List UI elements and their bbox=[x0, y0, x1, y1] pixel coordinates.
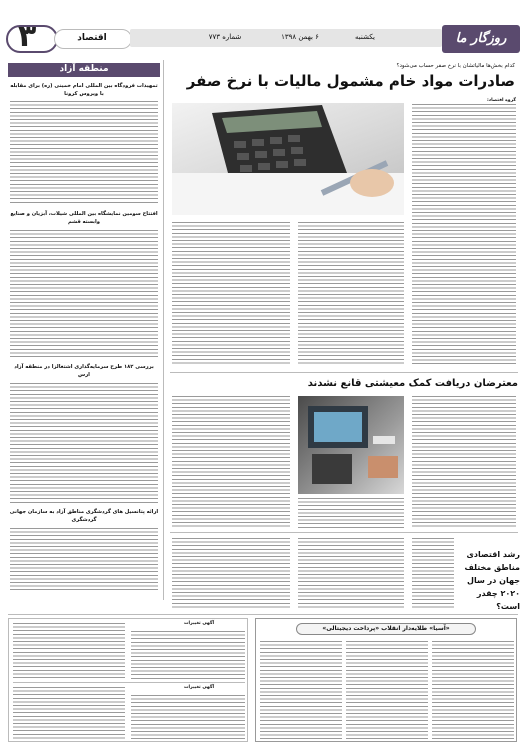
main-col-mid bbox=[298, 222, 404, 366]
middle-col-right bbox=[412, 396, 516, 528]
middle-headline: معترضان دریافت کمک معیشتی قانع نشدند bbox=[307, 378, 518, 389]
digital-payment-box bbox=[255, 618, 517, 742]
issue-number: شماره ۷۷۳ bbox=[208, 33, 242, 41]
sidebar-item-4-body bbox=[10, 528, 158, 590]
main-headline: صادرات مواد خام مشمول مالیات با نرخ صفر bbox=[186, 72, 515, 90]
atm-photo bbox=[298, 396, 404, 494]
page-number: ۳ bbox=[18, 19, 37, 54]
logo-text: روزگار ما bbox=[455, 31, 507, 46]
main-col-left bbox=[172, 222, 290, 366]
sidebar-item-3-body bbox=[10, 383, 158, 503]
sidebar-item-1-title: تمهیدات فرودگاه بین المللی امام خمینی (ره) برای مقابله با ویروس کرونا bbox=[10, 83, 158, 97]
ad-label-1: آگهی تغییرات bbox=[183, 621, 215, 626]
box-col-3 bbox=[432, 641, 514, 739]
main-kicker: کدام بخش‌ها مالیاتشان با نرخ صفر حساب می‌شود؟ bbox=[396, 63, 515, 69]
sidebar-item-1-body bbox=[10, 101, 158, 205]
ad-divider bbox=[13, 682, 245, 683]
sidebar-item-2-title: افتتاح سومین نمایشگاه بین المللی شیلات، آبزیان و صنایع وابسته قشم bbox=[10, 211, 158, 225]
ad-label-2: آگهی تغییرات bbox=[183, 685, 215, 690]
ad-body-3 bbox=[131, 695, 245, 739]
main-bottom-rule bbox=[170, 372, 518, 373]
box-col-2 bbox=[346, 641, 428, 739]
ad-body-4 bbox=[13, 687, 125, 739]
atm-illustration bbox=[298, 396, 404, 494]
main-col-right bbox=[412, 104, 516, 366]
ad-body-2 bbox=[13, 623, 125, 679]
middle-photo-caption bbox=[298, 498, 404, 528]
issue-date: ۶ بهمن ۱۳۹۸ bbox=[281, 33, 319, 41]
middle-bottom-rule bbox=[170, 532, 518, 533]
middle-col-left bbox=[172, 396, 290, 528]
box-col-1 bbox=[260, 641, 342, 739]
ad-body-1 bbox=[131, 631, 245, 679]
legal-ads-block bbox=[8, 618, 248, 742]
sidebar-divider bbox=[163, 60, 164, 600]
sidebar-title: منطقه آزاد bbox=[59, 64, 109, 74]
sidebar-item-3-title: بررسی ۱۸۲ طرح سرمایه‌گذاری اشتغالزا در منطقه آزاد ارس bbox=[14, 364, 154, 378]
calculator-photo bbox=[172, 103, 404, 215]
bottom-col-2 bbox=[298, 538, 404, 608]
main-lead-label: گروه اقتصاد: bbox=[487, 98, 516, 103]
sidebar-item-2-body bbox=[10, 230, 158, 358]
bottom-headline: رشد اقتصادی مناطق مختلف جهان در سال ۲۰۲۰ چقدر است؟ bbox=[464, 550, 520, 611]
bottom-col-3 bbox=[412, 538, 454, 608]
masthead-bar bbox=[0, 19, 525, 54]
calculator-illustration bbox=[172, 103, 404, 215]
sidebar-item-4-title: ارائه پتانسیل های گردشگری مناطق آزاد به سازمان جهانی گردشگری bbox=[9, 509, 159, 523]
box-title: «آسیا» طلایه‌دار انقلاب «پرداخت دیجیتالی» bbox=[322, 625, 450, 632]
bottom-rule bbox=[8, 614, 518, 615]
section-label: اقتصاد bbox=[77, 33, 107, 43]
bottom-col-1 bbox=[172, 538, 290, 608]
issue-weekday: یکشنبه bbox=[354, 33, 376, 41]
